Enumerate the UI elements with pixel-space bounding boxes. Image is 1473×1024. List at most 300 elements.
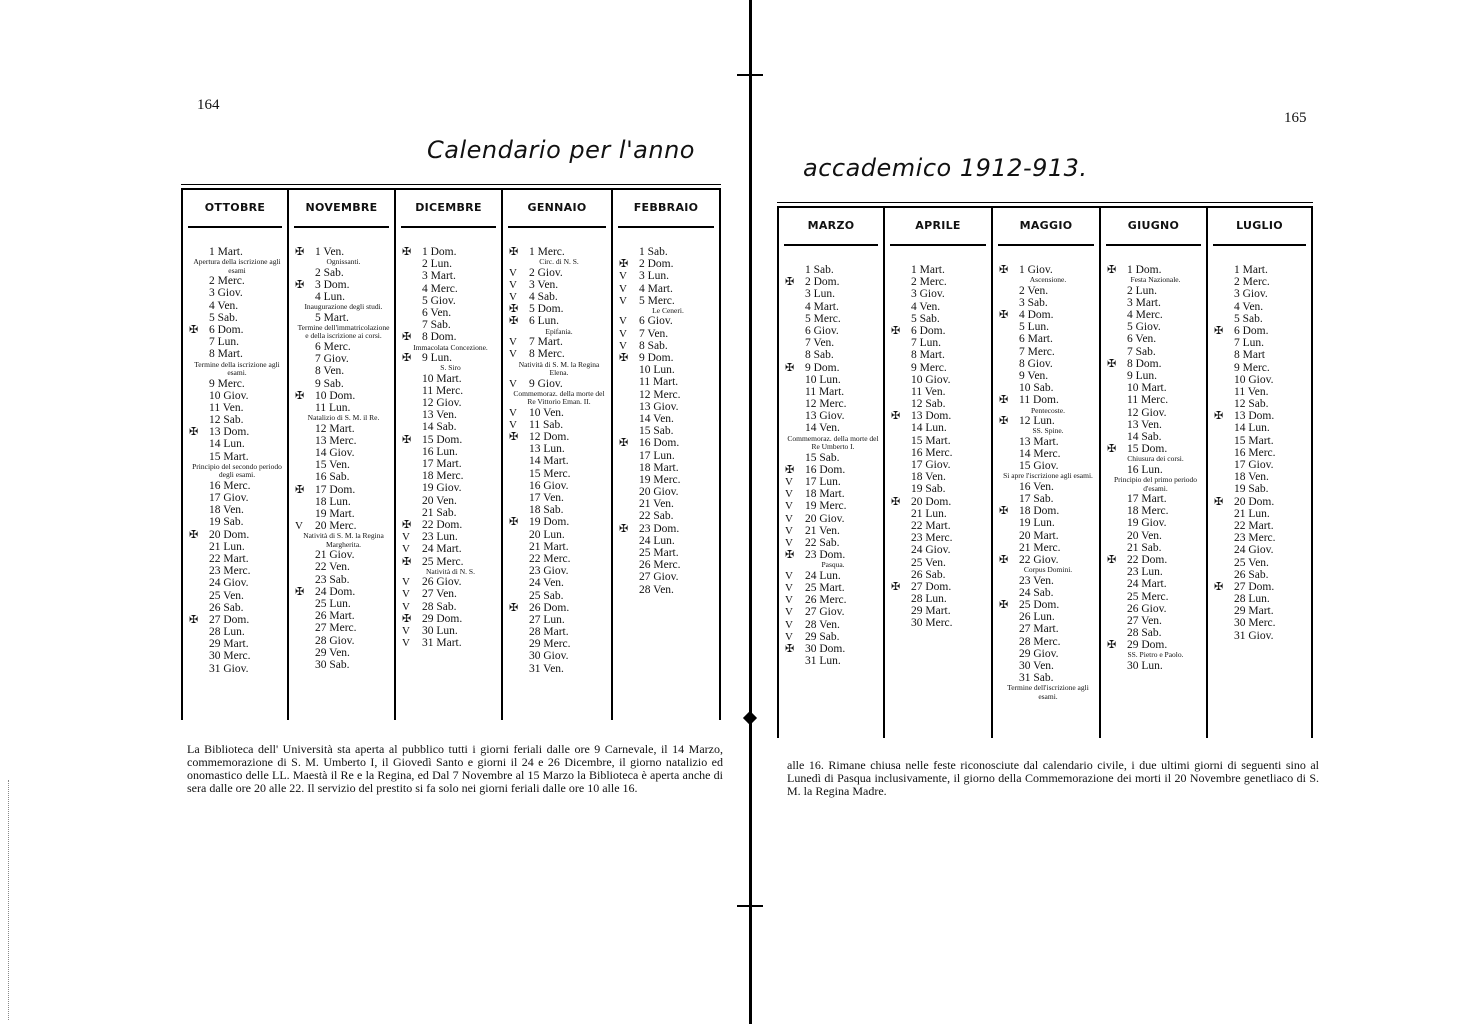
day-label: 18 Lun. (315, 495, 351, 508)
day-label: 22 Dom. (422, 518, 463, 531)
day-row (785, 513, 879, 525)
day-row (189, 300, 283, 312)
day-row (402, 519, 497, 531)
day-label: 7 Lun. (209, 336, 240, 349)
day-row (402, 331, 497, 343)
day-row (891, 557, 987, 569)
day-row (402, 270, 497, 282)
vacation-mark: V (785, 594, 793, 607)
holiday-cross-icon: ✠ (402, 433, 412, 446)
day-row (891, 459, 987, 471)
day-row (402, 385, 497, 397)
day-row (785, 537, 879, 549)
holiday-cross-icon: ✠ (509, 303, 519, 316)
day-row (509, 626, 607, 638)
day-label: 18 Ven. (209, 504, 244, 517)
day-label: 28 Sab. (422, 600, 457, 613)
day-label: 20 Ven. (1127, 529, 1162, 542)
day-label: 19 Sab. (911, 483, 946, 496)
day-label: 16 Lun. (1127, 463, 1163, 476)
day-label: 27 Dom. (1234, 580, 1275, 593)
day-label: 5 Sab. (1234, 312, 1263, 325)
day-row (891, 483, 987, 495)
day-label: 24 Mart. (1127, 578, 1167, 591)
day-label: 21 Giov. (315, 549, 355, 562)
day-row (402, 507, 497, 519)
day-label: 17 Ven. (529, 492, 564, 504)
day-row (189, 638, 283, 650)
day-note: Ascensione. (1029, 275, 1067, 285)
day-row (1214, 264, 1307, 276)
day-label: 15 Mart. (1234, 434, 1274, 447)
day-row (785, 594, 879, 606)
day-row (891, 532, 987, 544)
day-label: 19 Giov. (422, 482, 462, 495)
day-label: 18 Mart. (639, 461, 679, 474)
day-label: 1 Mart. (1234, 264, 1268, 276)
holiday-cross-icon: ✠ (189, 426, 199, 439)
vacation-mark: V (619, 315, 627, 328)
day-label: 20 Merc. (315, 520, 357, 533)
day-label: 17 Mart. (1127, 493, 1167, 505)
day-row (619, 425, 715, 437)
day-row (402, 295, 497, 307)
day-label: 11 Dom. (1019, 394, 1059, 407)
vacation-mark: V (402, 576, 410, 589)
vacation-mark: V (785, 524, 793, 537)
day-label: 23 Merc. (209, 565, 251, 578)
day-label: 20 Ven. (422, 494, 457, 507)
day-label: 17 Giov. (1234, 459, 1274, 471)
day-label: 8 Mart. (209, 348, 243, 361)
title-left: Calendario per l'anno (427, 136, 695, 164)
day-row (999, 321, 1095, 333)
day-row (1107, 660, 1202, 672)
day-row (619, 270, 715, 282)
day-row (189, 516, 283, 528)
day-label: 10 Giov. (911, 373, 951, 386)
day-row (785, 276, 879, 288)
day-label: 28 Merc. (1019, 635, 1061, 648)
vacation-mark: V (509, 418, 517, 431)
day-label: 9 Lun. (1127, 370, 1158, 382)
day-label: 9 Sab. (315, 377, 344, 390)
day-row (999, 285, 1095, 297)
day-label: 2 Merc. (911, 276, 947, 289)
day-label: 25 Mart. (639, 547, 679, 559)
day-label: 29 Mart. (1234, 605, 1274, 618)
day-row (891, 374, 987, 386)
day-row (619, 450, 715, 462)
month-header: NOVEMBRE (294, 190, 389, 228)
vacation-mark: V (785, 569, 793, 582)
day-row (999, 623, 1095, 635)
day-row (999, 493, 1095, 505)
day-row (295, 622, 390, 634)
day-row (509, 431, 607, 443)
day-label: 25 Lun. (315, 598, 351, 610)
day-row (619, 246, 715, 258)
day-label: 28 Lun. (1234, 593, 1270, 606)
month-header: GENNAIO (508, 190, 606, 228)
day-label: 25 Sab. (529, 589, 564, 602)
day-note: Natività di N. S. (426, 566, 475, 576)
day-row (402, 434, 497, 446)
day-label: 26 Dom. (529, 601, 570, 614)
vacation-mark: V (509, 348, 517, 361)
holiday-cross-icon: ✠ (1214, 495, 1224, 508)
day-row (891, 593, 987, 605)
day-note: Commemoraz. della morte del Re Umberto I. (787, 433, 879, 452)
day-row (1107, 591, 1202, 603)
day-row (619, 401, 715, 413)
day-row (509, 303, 607, 315)
day-row (295, 549, 390, 561)
day-row (1214, 288, 1307, 300)
day-label: 17 Giov. (209, 492, 249, 504)
day-note: Inaugurazione degli studi. (304, 302, 383, 312)
page-number-right: 165 (1284, 110, 1307, 126)
day-row (999, 660, 1095, 672)
day-label: 3 Giov. (209, 287, 243, 300)
day-label: 27 Dom. (911, 580, 952, 593)
day-row (1214, 544, 1307, 556)
vacation-mark: V (619, 270, 627, 283)
day-label: 13 Dom. (1234, 410, 1275, 423)
holiday-cross-icon: ✠ (891, 495, 901, 508)
day-note: Festa Nazionale. (1130, 275, 1181, 285)
day-row (189, 390, 283, 402)
month-header: GIUGNO (1106, 208, 1201, 246)
day-label: 13 Giov. (805, 410, 845, 423)
day-list (613, 228, 719, 596)
day-label: 9 Dom. (639, 352, 674, 364)
day-label: 19 Merc. (805, 500, 847, 513)
day-label: 27 Mart. (1019, 623, 1059, 636)
day-note: Natività di S. M. la Regina Elena. (518, 359, 600, 377)
day-row (785, 525, 879, 537)
day-label: 1 Mart. (209, 246, 243, 258)
day-row (785, 655, 879, 667)
holiday-cross-icon: ✠ (1214, 324, 1224, 337)
day-row (619, 474, 715, 486)
day-row (295, 341, 390, 353)
day-label: 12 Mart. (315, 422, 355, 435)
day-row (509, 602, 607, 614)
day-row (189, 378, 283, 390)
day-label: 30 Lun. (1127, 659, 1163, 672)
day-row (619, 376, 715, 388)
day-row (785, 422, 879, 434)
day-label: 22 Dom. (1127, 553, 1168, 566)
vacation-mark: V (402, 637, 410, 650)
day-row (785, 264, 879, 276)
footnote-right: alle 16. Rimane chiusa nelle feste riconosciute dal calendario civile, i due ultimi giorni di seguenti sino al Lunedì di Pasqua inclusivamente, il giorno della Commemorazione dei morti il 20 Novembre genetliaco di S. M. la Regina Madre. (787, 758, 1319, 798)
day-label: 16 Giov. (529, 479, 569, 492)
vacation-mark: V (509, 406, 517, 419)
vacation-mark: V (619, 282, 627, 295)
day-label: 22 Merc. (529, 552, 571, 565)
day-row (295, 267, 390, 279)
day-row (402, 307, 497, 319)
day-label: 24 Mart. (422, 543, 462, 556)
day-label: 7 Mart. (529, 336, 563, 349)
day-row (891, 508, 987, 520)
vacation-mark: V (619, 327, 627, 340)
day-label: 1 Dom. (1127, 264, 1162, 276)
day-label: 9 Lun. (422, 352, 453, 364)
day-label: 5 Dom. (529, 303, 564, 316)
day-row (509, 492, 607, 504)
day-label: 25 Merc. (1127, 590, 1169, 603)
day-row (295, 574, 390, 586)
day-row (891, 471, 987, 483)
day-label: 9 Giov. (529, 377, 563, 390)
day-label: 19 Merc. (639, 473, 681, 486)
holiday-cross-icon: ✠ (1107, 443, 1117, 456)
holiday-cross-icon: ✠ (785, 549, 795, 562)
day-label: 1 Sab. (639, 246, 668, 258)
day-label: 19 Mart. (315, 507, 355, 520)
day-label: 22 Mart. (911, 519, 951, 532)
day-row (619, 258, 715, 270)
month-column-gennaio (501, 190, 611, 720)
day-note: Ognissanti. (326, 257, 361, 267)
day-label: 28 Giov. (315, 634, 355, 647)
day-row (295, 459, 390, 471)
holiday-cross-icon: ✠ (295, 246, 305, 258)
day-label: 28 Mart. (529, 626, 569, 639)
day-row (402, 613, 497, 625)
day-row (891, 313, 987, 325)
day-label: 27 Lun. (529, 613, 565, 626)
day-label: 22 Giov. (1019, 553, 1059, 566)
day-label: 4 Mart. (639, 282, 673, 295)
holiday-cross-icon: ✠ (1107, 639, 1117, 652)
day-label: 10 Giov. (1234, 373, 1274, 386)
day-row (295, 610, 390, 622)
day-row (785, 606, 879, 618)
day-label: 12 Sab. (911, 398, 946, 411)
day-list (885, 246, 991, 630)
day-row (295, 635, 390, 647)
vacation-mark: V (402, 543, 410, 556)
day-label: 4 Ven. (1234, 300, 1264, 313)
day-label: 14 Ven. (805, 422, 840, 435)
day-label: 14 Lun. (209, 438, 245, 451)
vacation-mark: V (785, 618, 793, 631)
day-row (402, 601, 497, 613)
day-row (402, 543, 497, 555)
holiday-cross-icon: ✠ (509, 315, 519, 328)
day-label: 11 Ven. (1234, 385, 1269, 398)
day-row (402, 258, 497, 270)
day-label: 28 Sab. (1127, 627, 1162, 640)
day-row (295, 598, 390, 610)
holiday-cross-icon: ✠ (1107, 553, 1117, 566)
day-label: 31 Ven. (529, 662, 564, 675)
holiday-cross-icon: ✠ (509, 516, 519, 529)
vacation-mark: V (785, 630, 793, 643)
vacation-mark: V (509, 291, 517, 304)
day-label: 3 Mart. (422, 270, 456, 283)
day-row (891, 337, 987, 349)
day-row (295, 484, 390, 496)
day-row (509, 516, 607, 528)
day-row (619, 283, 715, 295)
day-row (509, 504, 607, 516)
vacation-mark: V (402, 531, 410, 544)
day-label: 30 Ven. (1019, 659, 1054, 672)
day-label: 20 Dom. (209, 528, 250, 541)
day-label: 31 Mart. (422, 637, 462, 650)
day-label: 15 Mart. (911, 434, 951, 447)
day-row (402, 588, 497, 600)
day-row (619, 328, 715, 340)
day-row (1214, 605, 1307, 617)
day-label: 25 Ven. (911, 556, 946, 569)
margin-marks (8, 780, 11, 1020)
day-label: 22 Mart. (1234, 519, 1274, 532)
holiday-cross-icon: ✠ (999, 309, 1009, 322)
day-label: 5 Lun. (1019, 321, 1050, 334)
day-row (509, 267, 607, 279)
vacation-mark: V (785, 500, 793, 513)
day-note: Circ. di N. S. (539, 257, 579, 267)
day-list (1101, 246, 1206, 672)
day-label: 10 Lun. (639, 364, 675, 377)
day-label: 21 Lun. (911, 507, 947, 520)
day-row (999, 599, 1095, 611)
day-row (785, 631, 879, 643)
day-label: 30 Merc. (1234, 617, 1276, 630)
day-label: 14 Mart. (529, 455, 569, 468)
day-row (999, 370, 1095, 382)
day-row (1214, 508, 1307, 520)
day-label: 14 Lun. (911, 422, 947, 435)
day-row (295, 496, 390, 508)
day-row (891, 422, 987, 434)
day-note: Termine dell'iscrizione agli esami. (1007, 683, 1089, 701)
day-label: 16 Merc. (209, 479, 251, 492)
day-row (509, 468, 607, 480)
day-label: 9 Merc. (209, 377, 245, 390)
day-row (189, 336, 283, 348)
day-row (1214, 471, 1307, 483)
holiday-cross-icon: ✠ (619, 522, 629, 535)
day-row (189, 614, 283, 626)
day-label: 8 Merc. (529, 348, 565, 361)
day-label: 29 Ven. (315, 646, 350, 659)
day-row (1214, 349, 1307, 361)
day-label: 5 Merc. (639, 294, 675, 307)
day-label: 9 Ven. (1019, 370, 1049, 382)
day-label: 28 Lun. (209, 626, 245, 639)
day-row (891, 544, 987, 556)
day-label: 13 Lun. (529, 443, 565, 456)
spine-marker (743, 711, 757, 725)
day-row (402, 625, 497, 637)
day-label: 16 Dom. (639, 437, 680, 450)
day-label: 29 Mart. (911, 605, 951, 618)
day-note: Si apre l'iscrizione agli esami. (1003, 471, 1093, 481)
day-label: 15 Ven. (315, 459, 350, 472)
day-label: 5 Sab. (911, 312, 940, 325)
day-label: 11 Ven. (209, 401, 244, 414)
day-row (999, 394, 1095, 406)
day-list (1208, 246, 1311, 642)
day-label: 16 Dom. (805, 463, 846, 476)
day-label: 31 Giov. (209, 662, 249, 675)
day-row (785, 301, 879, 313)
day-row (785, 476, 879, 488)
holiday-cross-icon: ✠ (1107, 264, 1117, 276)
day-row (1214, 276, 1307, 288)
day-row (295, 353, 390, 365)
day-row (619, 510, 715, 522)
day-row (402, 458, 497, 470)
spine-tick (737, 905, 763, 907)
day-label: 24 Giov. (1234, 544, 1274, 557)
day-label: 2 Ven. (1019, 284, 1049, 297)
day-note: Pasqua. (821, 560, 845, 570)
day-label: 18 Ven. (911, 471, 946, 484)
day-label: 21 Sab. (422, 506, 457, 519)
day-label: 6 Dom. (209, 323, 244, 336)
day-label: 26 Sab. (209, 601, 244, 614)
day-row (1107, 419, 1202, 431)
holiday-cross-icon: ✠ (509, 246, 519, 258)
day-row (189, 529, 283, 541)
day-label: 29 Giov. (1019, 647, 1059, 660)
day-row (295, 423, 390, 435)
day-row (891, 569, 987, 581)
day-label: 25 Ven. (1234, 556, 1269, 569)
day-row (891, 617, 987, 629)
day-row (1214, 435, 1307, 447)
vacation-mark: V (402, 600, 410, 613)
day-row (295, 378, 390, 390)
holiday-cross-icon: ✠ (402, 246, 412, 258)
day-label: 23 Lun. (422, 531, 458, 544)
day-row (295, 390, 390, 402)
day-label: 22 Sab. (639, 510, 674, 523)
day-label: 23 Ven. (1019, 574, 1054, 587)
day-row (999, 505, 1095, 517)
holiday-cross-icon: ✠ (999, 505, 1009, 518)
day-row (189, 438, 283, 450)
day-label: 6 Dom. (1234, 324, 1269, 337)
day-label: 3 Sab. (1019, 296, 1048, 309)
day-label: 6 Giov. (805, 324, 839, 337)
day-label: 18 Merc. (422, 470, 464, 483)
day-row (891, 325, 987, 337)
day-row (295, 561, 390, 573)
day-row (619, 462, 715, 474)
day-label: 23 Merc. (1234, 532, 1276, 545)
holiday-cross-icon: ✠ (189, 323, 199, 336)
day-label: 23 Merc. (911, 532, 953, 545)
day-row (785, 337, 879, 349)
day-label: 15 Dom. (422, 433, 463, 446)
day-label: 10 Giov. (209, 389, 249, 402)
day-row (295, 586, 390, 598)
day-label: 23 Dom. (805, 549, 846, 562)
day-label: 14 Ven. (639, 412, 674, 425)
day-label: 19 Giov. (1127, 517, 1167, 530)
day-row (189, 402, 283, 414)
day-label: 1 Merc. (529, 246, 565, 258)
